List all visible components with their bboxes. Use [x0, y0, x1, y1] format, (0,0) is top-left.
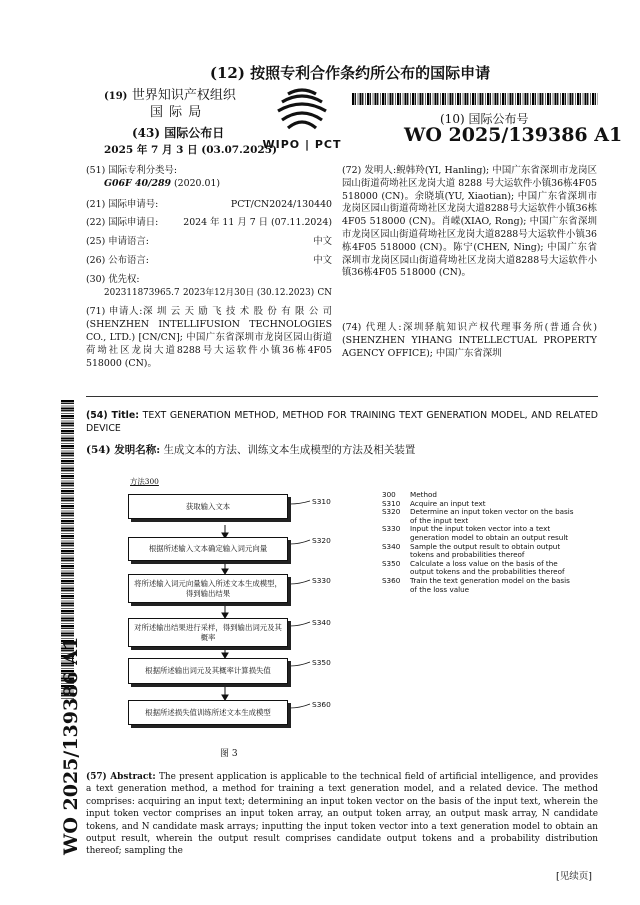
legend-text: Method: [410, 490, 437, 499]
organization-code: (19): [104, 91, 128, 102]
agent-text: 深圳驿航知识产权代理事务所(普通合伙) (SHENZHEN YIHANG INTELLECTUAL PROPERTY AGENCY OFFICE); 中国广东省深圳: [342, 322, 597, 359]
legend-text: Train the text generation model on the basis of the loss value: [410, 575, 570, 594]
step-box-s310: 获取输入文本: [128, 494, 288, 519]
method-label: 方法300: [130, 477, 159, 486]
barcode-top: [352, 90, 598, 102]
step-id-s310: S310: [312, 497, 331, 506]
barcode-top-graphic: [352, 93, 598, 105]
legend-key: S350: [382, 558, 401, 568]
legend-key: S340: [382, 541, 401, 551]
legend-row: [382, 560, 578, 577]
title-english: [86, 410, 598, 436]
publication-language: 中文: [313, 254, 332, 266]
wipo-emblem-icon: [258, 82, 346, 138]
filing-language: 中文: [313, 236, 332, 248]
continued-note: [见续页]: [556, 871, 592, 882]
bureau-name: 国 际 局: [150, 105, 203, 120]
applicant-block: [86, 306, 332, 370]
inventors-block: [342, 165, 597, 280]
filing-date-label: (22) 国际申请日:: [86, 217, 159, 229]
application-number: PCT/CN2024/130440: [230, 198, 332, 210]
title-chinese-label: (54) 发明名称:: [86, 444, 161, 456]
step-box-s340: 对所述输出结果进行采样，得到输出词元及其概率: [128, 618, 288, 647]
legend-row: [382, 577, 578, 594]
legend-row: [382, 525, 578, 542]
step-box-s360: 根据所述损失值训练所述文本生成模型: [128, 700, 288, 725]
agent-block: [342, 322, 597, 360]
filing-language-row: [86, 236, 332, 249]
publication-kind: (12) 按照专利合作条约所公布的国际申请: [209, 64, 491, 82]
publication-date-label: (43) 国际公布日: [132, 126, 225, 140]
title-english-text: TEXT GENERATION METHOD, METHOD FOR TRAINING TEXT GENERATION MODEL, AND RELATED DEVICE: [86, 410, 599, 434]
publication-language-row: [86, 255, 332, 268]
legend-text: Sample the output result to obtain output tokens and probabilities thereof: [410, 541, 561, 560]
separator-line: [86, 396, 598, 397]
priority-date: 2023年12月30日 (30.12.2023): [182, 287, 315, 298]
priority-row: [104, 287, 332, 300]
title-chinese-text: 生成文本的方法、训练文本生成模型的方法及相关装置: [163, 444, 416, 456]
wipo-logo: [258, 82, 346, 154]
abstract-label: (57) Abstract:: [86, 772, 156, 782]
flowchart: [100, 470, 380, 770]
abstract: [86, 771, 598, 858]
agent-label: (74) 代理人:: [342, 322, 402, 333]
step-box-s330: 将所述输入词元向量输入所述文本生成模型，得到输出结果: [128, 574, 288, 603]
publication-language-label: (26) 公布语言:: [86, 254, 149, 266]
priority-country: CN: [317, 287, 332, 298]
publication-number-label: (10) 国际公布号: [440, 112, 529, 126]
applicant-text: 深 圳 云 天 励 飞 技 术 股 份 有 限 公 司(SHENZHEN INTELLIFUSION TECHNOLOGIES CO., LTD.) [CN/CN]; 中国广东省深圳市龙岗区园山街道荷坳社区龙岗大道8288号大运软件小镇36栋4F05 518000 (CN)。: [86, 306, 332, 369]
publication-number: WO 2025/139386 A1: [404, 124, 623, 146]
application-number-row: [86, 199, 332, 212]
legend-row: [382, 508, 578, 525]
step-id-s330: S330: [312, 576, 331, 585]
ipc-row: [104, 178, 332, 191]
step-id-s320: S320: [312, 536, 331, 545]
organization-name-text: 世界知识产权组织: [131, 88, 236, 103]
side-publication-number: WO 2025/139386 A1: [60, 636, 82, 855]
legend-text: Calculate a loss value on the basis of the output tokens and the probabilities thereof: [410, 558, 565, 577]
left-fields: [86, 165, 332, 370]
step-id-s340: S340: [312, 618, 331, 627]
step-box-s350: 根据所述输出词元及其概率计算损失值: [128, 658, 288, 684]
step-id-s360: S360: [312, 700, 331, 709]
publication-date: 2025 年 7 月 3 日 (03.07.2025): [104, 144, 277, 156]
legend-key: S330: [382, 524, 401, 534]
legend-key: S320: [382, 507, 401, 517]
ipc-label: (51) 国际专利分类号:: [86, 165, 178, 176]
ipc-value: G06F 40/289: [104, 177, 172, 189]
figure-caption: 图 3: [220, 749, 238, 759]
priority-number: 202311873965.7: [104, 287, 180, 298]
ipc-date: (2020.01): [174, 177, 221, 189]
filing-date: 2024 年 11 月 7 日 (07.11.2024): [183, 217, 332, 229]
legend-text: Acquire an input text: [410, 498, 486, 508]
legend-text: Input the input token vector into a text generation model to obtain an output result: [410, 524, 569, 542]
legend-text: Determine an input token vector on the basis of the input text: [410, 507, 574, 525]
filing-language-label: (25) 申请语言:: [86, 236, 149, 248]
figure-legend: [382, 491, 578, 594]
legend-row: [382, 543, 578, 560]
applicant-label: (71) 申请人:: [86, 306, 143, 318]
filing-date-row: [86, 217, 332, 230]
abstract-text: The present application is applicable to the technical field of artificial intelligence, and provides a text generation method, a method for training a text generation model, and a related device. The method comprises: acquiring an input text; determining an input token vector on the basis of the input text, wherein the input token vector comprises an input token array, an output token array, an output mask array, N candidate tokens, and N candidate mask arrays; inputting the input token vector into a text generation model to obtain an output result, wherein the output result comprises candidate output tokens and a probability distribution thereof; sampling the: [86, 772, 599, 857]
legend-key: S360: [382, 575, 401, 585]
legend-key: S310: [382, 498, 401, 508]
inventors-label: (72) 发明人:: [342, 165, 397, 176]
wipo-logo-text: WIPO | PCT: [262, 138, 342, 151]
legend-key: 300: [382, 490, 396, 499]
title-chinese: [86, 442, 598, 457]
priority-label: (30) 优先权:: [86, 273, 140, 285]
inventors-text: 鲵韩羚(YI, Hanling); 中国广东省深圳市龙岗区园山街道荷坳社区龙岗大道 8288 号大运软件小镇36栋4F05 518000 (CN)。余晓填(YU, Xiaotian); 中国广东省深圳市龙岗区园山街道荷坳社区龙岗大道8288号大运软件小镇36栋4F05 518000 (CN)。肖嵘(XIAO, Rong); 中国广东省深圳市龙岗区园山街道荷坳社区龙岗大道8288号大运软件小镇36栋4F05 518000 (CN)。陈宁(CHEN, Ning); 中国广东省深圳市龙岗区园山街道荷坳社区龙岗大道8288号大运软件小镇36栋4F05 518000 (CN)。: [342, 165, 597, 279]
title-english-label: (54) Title:: [86, 410, 139, 421]
step-id-s350: S350: [312, 658, 331, 667]
step-box-s320: 根据所述输入文本确定输入词元向量: [128, 537, 288, 561]
application-number-label: (21) 国际申请号:: [86, 198, 159, 210]
